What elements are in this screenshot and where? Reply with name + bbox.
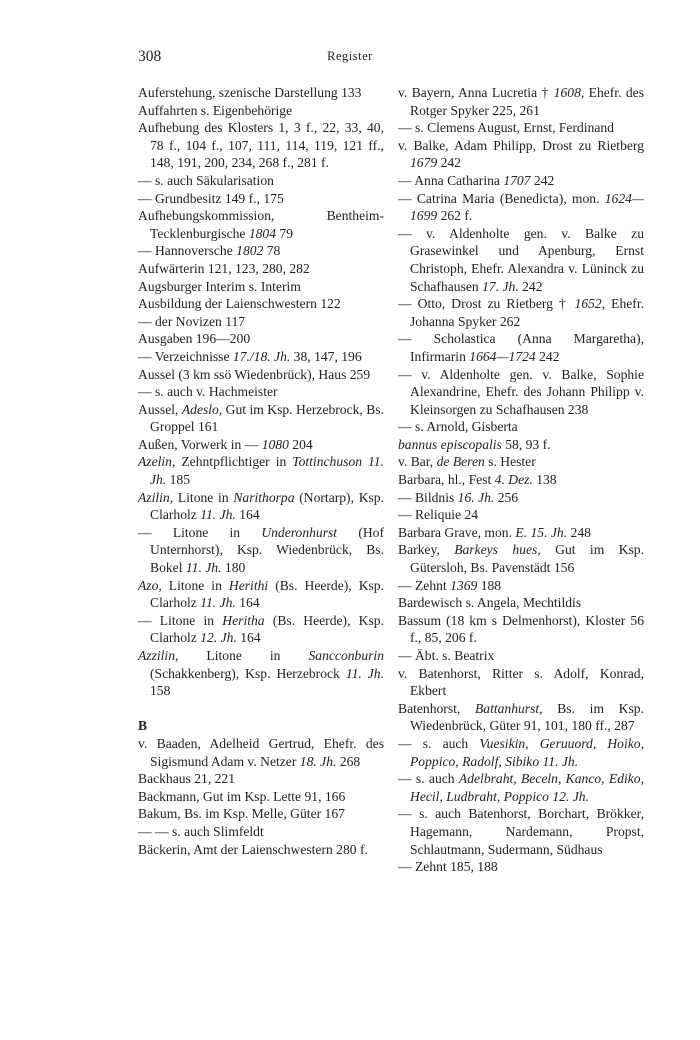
index-entry: Aussel, Adeslo, Gut im Ksp. Herzebrock, Bs. Groppel 161 — [138, 401, 384, 435]
index-entry: — s. auch Batenhorst, Borchart, Brökker, Hagemann, Nardemann, Propst, Schlautmann, Sudermann, Südhaus — [398, 806, 644, 857]
index-entry: Azzilin, Litone in Sancconburin (Schakkenberg), Ksp. Herzebrock 11. Jh. 158 — [138, 648, 384, 699]
index-entry: Barbara Grave, mon. E. 15. Jh. 248 — [398, 524, 591, 540]
index-entry: Backmann, Gut im Ksp. Lette 91, 166 — [138, 788, 346, 804]
index-entry: — s. Clemens August, Ernst, Ferdinand — [398, 120, 614, 136]
index-entry: — der Novizen 117 — [138, 313, 246, 329]
index-entry: — Zehnt 1369 188 — [398, 577, 502, 593]
index-entry: — Bildnis 16. Jh. 256 — [398, 489, 519, 505]
index-entry: Backhaus 21, 221 — [138, 771, 236, 787]
index-entry: v. Batenhorst, Ritter s. Adolf, Konrad, Ekbert — [398, 665, 644, 699]
index-entry: v. Baaden, Adelheid Gertrud, Ehefr. des Sigismund Adam v. Netzer 18. Jh. 268 — [138, 735, 384, 769]
index-entry: Azilin, Litone in Narithorpa (Nortarp), Ksp. Clarholz 11. Jh. 164 — [138, 489, 384, 523]
index-entry: v. Bayern, Anna Lucretia † 1608, Ehefr. des Rotger Spyker 225, 261 — [398, 85, 644, 118]
index-entry: Bakum, Bs. im Ksp. Melle, Güter 167 — [138, 806, 345, 822]
index-entry: Ausbildung der Laienschwestern 122 — [138, 296, 341, 312]
index-entry: — Grundbesitz 149 f., 175 — [138, 190, 284, 206]
index-entry: Auffahrten s. Eigenbehörige — [138, 102, 293, 118]
index-entry: v. Balke, Adam Philipp, Drost zu Rietberg 1679 242 — [398, 137, 644, 171]
index-entry: Barkey, Barkeys hues, Gut im Ksp. Gütersloh, Bs. Pavenstädt 156 — [398, 542, 644, 576]
index-entry: — Anna Catharina 1707 242 — [398, 172, 555, 188]
page-number: 308 — [138, 48, 162, 65]
running-head: Register — [327, 49, 373, 63]
right-entries — [398, 84, 644, 876]
section-letter: B — [138, 718, 148, 734]
index-entry: Bassum (18 km s Delmenhorst), Kloster 56 f., 85, 206 f. — [398, 612, 644, 646]
index-entry: Bardewisch s. Angela, Mechtildis — [398, 595, 582, 611]
index-entry: — Litone in Underonhurst (Hof Unternhorst), Ksp. Wiedenbrück, Bs. Bokel 11. Jh. 180 — [138, 524, 384, 576]
index-entry: — Verzeichnisse 17./18. Jh. 38, 147, 196 — [138, 348, 362, 364]
index-entry: — s. auch Säkularisation — [138, 172, 274, 188]
index-entry: — v. Aldenholte gen. v. Balke zu Grasewinkel und Apenburg, Ernst Christoph, Ehefr. Alexandra v. Lüninck zu Schafhausen 17. Jh. 242 — [398, 225, 644, 294]
index-entry: — s. auch Vuesikin, Geruuord, Hoiko, Poppico, Radolf, Sibiko 11. Jh. — [398, 735, 644, 769]
index-entry: Auferstehung, szenische Darstellung 133 — [138, 85, 362, 100]
index-entry: Batenhorst, Battanhurst, Bs. im Ksp. Wiedenbrück, Güter 91, 101, 180 ff., 287 — [398, 700, 644, 734]
index-entry: Aufwärterin 121, 123, 280, 282 — [138, 260, 310, 276]
left-column — [138, 84, 384, 858]
left-entries — [138, 84, 384, 700]
page-header — [0, 48, 700, 70]
index-entry: Bäckerin, Amt der Laienschwestern 280 f. — [138, 841, 368, 857]
index-entry: Aufhebung des Klosters 1, 3 f., 22, 33, 40, 78 f., 104 f., 107, 111, 114, 119, 121 ff., 148, 191, 200, 234, 268 f., 281 f. — [138, 120, 384, 171]
index-entry: — Hannoversche 1802 78 — [138, 243, 281, 259]
index-entry: — Catrina Maria (Benedicta), mon. 1624—1699 262 f. — [398, 190, 644, 224]
index-entry: — Litone in Heritha (Bs. Heerde), Ksp. Clarholz 12. Jh. 164 — [138, 612, 384, 646]
index-entry: Azo, Litone in Herithi (Bs. Heerde), Ksp. Clarholz 11. Jh. 164 — [138, 577, 384, 611]
index-entry: Außen, Vorwerk in — 1080 204 — [138, 436, 313, 452]
right-column — [398, 84, 644, 876]
index-entry: v. Bar, de Beren s. Hester — [398, 454, 536, 470]
index-entry: Aufhebungskommission, Bentheim-Tecklenburgische 1804 79 — [138, 208, 384, 241]
index-entry: Azelin, Zehntpflichtiger in Tottinchuson 11. Jh. 185 — [138, 454, 384, 488]
index-entry: — s. auch v. Hachmeister — [138, 384, 278, 400]
index-entry: — Äbt. s. Beatrix — [398, 648, 495, 663]
index-entry: — s. Arnold, Gisberta — [398, 419, 518, 435]
index-entry: — s. auch Adelbraht, Beceln, Kanco, Ediko, Hecil, Ludbraht, Poppico 12. Jh. — [398, 771, 644, 804]
index-entry: Aussel (3 km ssö Wiedenbrück), Haus 259 — [138, 366, 371, 382]
index-entry: Barbara, hl., Fest 4. Dez. 138 — [398, 472, 557, 488]
left-entries-b — [138, 735, 384, 858]
index-entry: — Zehnt 185, 188 — [398, 859, 498, 875]
index-entry: — v. Aldenholte gen. v. Balke, Sophie Alexandrine, Ehefr. des Johann Philipp v. Kleinsorgen zu Schafhausen 238 — [398, 366, 644, 417]
index-entry: — Otto, Drost zu Rietberg † 1652, Ehefr. Johanna Spyker 262 — [398, 296, 644, 329]
index-entry: — Scholastica (Anna Margaretha), Infirmarin 1664—1724 242 — [398, 331, 644, 364]
index-entry: bannus episcopalis 58, 93 f. — [398, 436, 551, 452]
index-entry: Ausgaben 196—200 — [138, 331, 251, 347]
index-entry: Augsburger Interim s. Interim — [138, 278, 301, 294]
index-entry: — — s. auch Slimfeldt — [138, 823, 264, 839]
index-entry: — Reliquie 24 — [398, 507, 479, 523]
